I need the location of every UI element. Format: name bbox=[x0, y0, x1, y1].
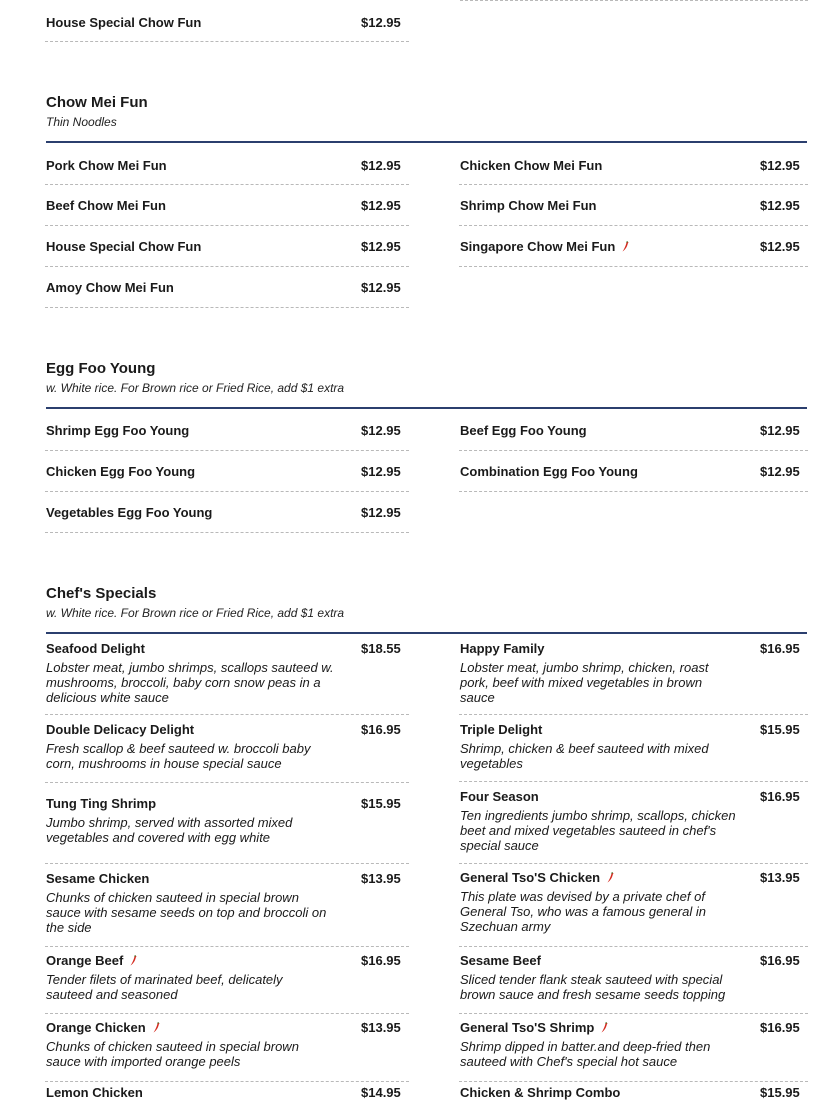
menu-item-price: $15.95 bbox=[760, 1085, 800, 1100]
menu-item-name-text: General Tso'S Shrimp bbox=[460, 1020, 595, 1035]
divider bbox=[45, 863, 409, 864]
menu-item[interactable] bbox=[460, 239, 807, 255]
section-rule bbox=[46, 407, 807, 409]
menu-item-price: $16.95 bbox=[760, 789, 800, 804]
menu-item-name: Four Season bbox=[460, 789, 539, 804]
menu-item[interactable] bbox=[46, 280, 408, 296]
menu-item[interactable] bbox=[460, 722, 807, 771]
menu-item[interactable] bbox=[460, 464, 807, 480]
menu-item-price: $12.95 bbox=[361, 198, 401, 213]
menu-item-name-text: Orange Chicken bbox=[46, 1020, 146, 1035]
section-subtitle-egg-foo-young: w. White rice. For Brown rice or Fried Rice, add $1 extra bbox=[46, 381, 345, 395]
menu-item-name: Seafood Delight bbox=[46, 641, 145, 656]
menu-item-name: Triple Delight bbox=[460, 722, 543, 737]
menu-item-name: Lemon Chicken bbox=[46, 1085, 143, 1100]
menu-item-price: $13.95 bbox=[760, 870, 800, 885]
divider bbox=[45, 1013, 409, 1014]
divider bbox=[45, 450, 409, 451]
menu-item-name: Vegetables Egg Foo Young bbox=[46, 505, 213, 520]
menu-item-name-text: General Tso'S Chicken bbox=[460, 870, 601, 885]
menu-item-name: Beef Egg Foo Young bbox=[460, 423, 587, 438]
menu-item-price: $12.95 bbox=[760, 464, 800, 479]
menu-item[interactable] bbox=[46, 722, 408, 771]
chili-pepper-icon bbox=[600, 1022, 608, 1033]
chili-pepper-icon bbox=[606, 872, 614, 883]
menu-item[interactable] bbox=[46, 871, 408, 935]
section-rule bbox=[46, 141, 807, 143]
section-subtitle-chow-mei-fun: Thin Noodles bbox=[46, 115, 117, 129]
menu-item-description: Shrimp dipped in batter.and deep-fried then sauteed with Chef's special hot sauce bbox=[460, 1039, 711, 1069]
chili-pepper-icon bbox=[152, 1022, 160, 1033]
menu-item[interactable] bbox=[46, 1085, 408, 1101]
menu-item-name bbox=[46, 1020, 408, 1036]
section-rule bbox=[46, 632, 807, 634]
menu-item-name: Double Delicacy Delight bbox=[46, 722, 195, 737]
menu-item-description: Jumbo shrimp, served with assorted mixed vegetables and covered with egg white bbox=[46, 815, 293, 845]
divider bbox=[459, 946, 808, 947]
menu-item[interactable] bbox=[460, 1085, 807, 1101]
menu-item[interactable] bbox=[46, 641, 408, 705]
menu-item-name: Tung Ting Shrimp bbox=[46, 796, 157, 811]
menu-item-price: $12.95 bbox=[361, 158, 401, 173]
chili-pepper-icon bbox=[129, 955, 137, 966]
menu-item-name: Pork Chow Mei Fun bbox=[46, 158, 167, 173]
divider bbox=[45, 184, 409, 185]
menu-item-price: $14.95 bbox=[361, 1085, 401, 1100]
menu-item-name: Combination Egg Foo Young bbox=[460, 464, 638, 479]
menu-item-description: Sliced tender flank steak sauteed with special brown sauce and fresh sesame seeds topping bbox=[460, 972, 726, 1002]
menu-item-name: Sesame Beef bbox=[460, 953, 541, 968]
menu-item-name bbox=[460, 1020, 807, 1036]
divider bbox=[45, 491, 409, 492]
divider bbox=[459, 225, 808, 226]
menu-item[interactable] bbox=[460, 1020, 807, 1069]
menu-item[interactable] bbox=[46, 796, 408, 845]
menu-item-name bbox=[460, 239, 807, 255]
section-title-chow-mei-fun: Chow Mei Fun bbox=[46, 94, 148, 111]
menu-item-description: Chunks of chicken sauteed in special brown sauce with sesame seeds on top and broccoli on the side bbox=[46, 890, 327, 935]
menu-item-house-special-chow-fun-top[interactable] bbox=[46, 15, 408, 31]
divider bbox=[459, 184, 808, 185]
menu-item[interactable] bbox=[46, 423, 408, 439]
menu-item-price: $13.95 bbox=[361, 871, 401, 886]
menu-item[interactable] bbox=[460, 870, 807, 934]
menu-item[interactable] bbox=[46, 464, 408, 480]
menu-item-description: This plate was devised by a private chef of General Tso, who was a famous general in Szechuan army bbox=[460, 889, 706, 934]
menu-item-price: $18.55 bbox=[361, 641, 401, 656]
menu-item-price: $12.95 bbox=[760, 198, 800, 213]
divider bbox=[45, 41, 409, 42]
divider bbox=[459, 1081, 808, 1082]
menu-item[interactable] bbox=[460, 423, 807, 439]
menu-item-description: Chunks of chicken sauteed in special brown sauce with imported orange peels bbox=[46, 1039, 299, 1069]
divider bbox=[45, 714, 409, 715]
menu-item[interactable] bbox=[460, 158, 807, 174]
menu-item-price: $12.95 bbox=[760, 423, 800, 438]
section-title-chefs-specials: Chef's Specials bbox=[46, 585, 157, 602]
menu-item[interactable] bbox=[46, 239, 408, 255]
menu-item-description: Tender filets of marinated beef, delicately sauteed and seasoned bbox=[46, 972, 283, 1002]
menu-item-price: $16.95 bbox=[760, 641, 800, 656]
menu-item-price: $12.95 bbox=[361, 15, 401, 30]
menu-item-name: Chicken Egg Foo Young bbox=[46, 464, 196, 479]
menu-item-description: Shrimp, chicken & beef sauteed with mixed vegetables bbox=[460, 741, 709, 771]
divider bbox=[45, 225, 409, 226]
menu-item-name: Amoy Chow Mei Fun bbox=[46, 280, 174, 295]
menu-item-price: $13.95 bbox=[361, 1020, 401, 1035]
divider bbox=[459, 266, 808, 267]
divider bbox=[45, 946, 409, 947]
divider bbox=[459, 781, 808, 782]
menu-item[interactable] bbox=[460, 789, 807, 853]
menu-item-name: Chicken & Shrimp Combo bbox=[460, 1085, 621, 1100]
menu-item[interactable] bbox=[46, 1020, 408, 1069]
menu-item[interactable] bbox=[46, 505, 408, 521]
section-title-egg-foo-young: Egg Foo Young bbox=[46, 360, 156, 377]
menu-item-description: Fresh scallop & beef sauteed w. broccoli baby corn, mushrooms in house special sauce bbox=[46, 741, 311, 771]
menu-item-name: House Special Chow Fun bbox=[46, 239, 202, 254]
menu-item[interactable] bbox=[46, 158, 408, 174]
menu-item-price: $12.95 bbox=[760, 239, 800, 254]
divider bbox=[45, 1081, 409, 1082]
menu-item-price: $16.95 bbox=[760, 1020, 800, 1035]
menu-item-price: $12.95 bbox=[760, 158, 800, 173]
menu-item-price: $15.95 bbox=[760, 722, 800, 737]
divider bbox=[45, 307, 409, 308]
menu-item-name: Beef Chow Mei Fun bbox=[46, 198, 166, 213]
divider bbox=[459, 714, 808, 715]
divider bbox=[45, 266, 409, 267]
divider bbox=[459, 1013, 808, 1014]
menu-item[interactable] bbox=[46, 198, 408, 214]
menu-item-name bbox=[46, 953, 408, 969]
menu-item[interactable] bbox=[46, 953, 408, 1002]
divider bbox=[459, 450, 808, 451]
menu-item-price: $12.95 bbox=[361, 505, 401, 520]
menu-item-name: Sesame Chicken bbox=[46, 871, 150, 886]
menu-item-name: Shrimp Chow Mei Fun bbox=[460, 198, 597, 213]
menu-item-name bbox=[460, 870, 807, 886]
menu-item-price: $15.95 bbox=[361, 796, 401, 811]
menu-item[interactable] bbox=[460, 198, 807, 214]
menu-item[interactable] bbox=[460, 641, 807, 705]
menu-item-price: $16.95 bbox=[361, 722, 401, 737]
menu-item-price: $12.95 bbox=[361, 464, 401, 479]
menu-item[interactable] bbox=[460, 953, 807, 1002]
menu-item-name: Shrimp Egg Foo Young bbox=[46, 423, 190, 438]
section-subtitle-chefs-specials: w. White rice. For Brown rice or Fried Rice, add $1 extra bbox=[46, 606, 345, 620]
menu-item-description: Lobster meat, jumbo shrimps, scallops sauteed w. mushrooms, broccoli, baby corn snow peas in a delicious white sauce bbox=[46, 660, 334, 705]
divider bbox=[45, 782, 409, 783]
menu-item-name: House Special Chow Fun bbox=[46, 15, 202, 30]
menu-item-description: Ten ingredients jumbo shrimp, scallops, chicken beet and mixed vegetables sauteed in chef's special sauce bbox=[460, 808, 736, 853]
menu-item-price: $16.95 bbox=[760, 953, 800, 968]
menu-item-name: Chicken Chow Mei Fun bbox=[460, 158, 603, 173]
menu-item-price: $12.95 bbox=[361, 239, 401, 254]
chili-pepper-icon bbox=[621, 241, 629, 252]
divider bbox=[459, 491, 808, 492]
menu-item-name-text: Singapore Chow Mei Fun bbox=[460, 239, 616, 254]
divider bbox=[45, 532, 409, 533]
menu-item-name-text: Orange Beef bbox=[46, 953, 124, 968]
menu-item-price: $12.95 bbox=[361, 423, 401, 438]
menu-item-description: Lobster meat, jumbo shrimp, chicken, roast pork, beef with mixed vegetables in brown sauce bbox=[460, 660, 709, 705]
divider bbox=[459, 863, 808, 864]
menu-item-price: $16.95 bbox=[361, 953, 401, 968]
menu-item-name: Happy Family bbox=[460, 641, 545, 656]
divider bbox=[460, 0, 808, 1]
menu-item-price: $12.95 bbox=[361, 280, 401, 295]
